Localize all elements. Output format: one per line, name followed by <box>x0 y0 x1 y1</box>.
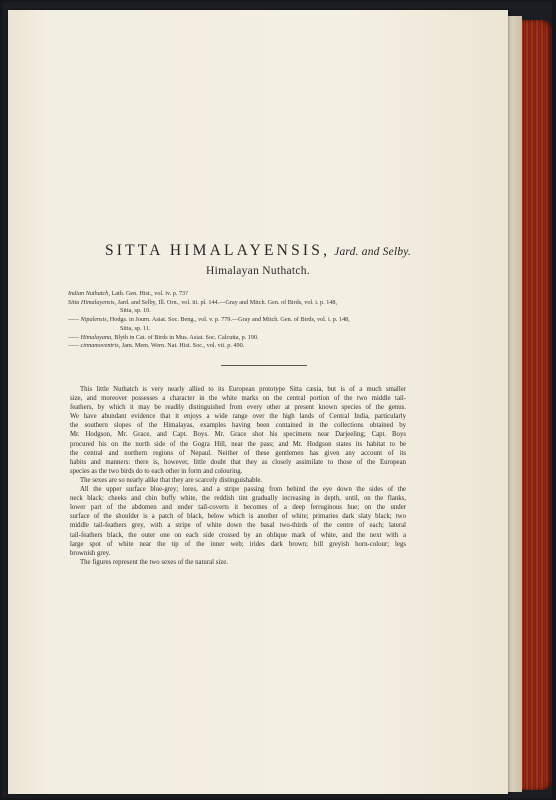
text-line: surface of the shoulder is a patch of black, below which is another of white; primaries dark slaty black; two <box>70 513 406 521</box>
synonym-name: Sitta Himalayensis, <box>68 298 117 306</box>
text-line: This little Nuthatch is very nearly allied to its European prototype Sitta cæsia, but is of a much smaller <box>80 386 406 393</box>
species-name: SITTA HIMALAYENSIS, <box>104 242 331 259</box>
page <box>8 10 508 794</box>
text-line: neck black; cheeks and chin buffy white, the reddish tint gradually increasing in depth, until, on the flanks, <box>70 495 406 503</box>
text-line: species as the two birds do to each other in form and colouring. <box>70 467 243 475</box>
species-authority: Jard. and Selby. <box>334 246 412 258</box>
synonym-name: —— Nipalensis, <box>68 316 109 324</box>
text-line: The sexes are so nearly alike that they are scarcely distinguishable. <box>80 476 263 484</box>
synonym-continuation: Sitta, sp. 10. <box>120 307 151 315</box>
text-line: brownish grey. <box>70 549 111 557</box>
synonym-continuation: Sitta, sp. 11. <box>120 324 151 332</box>
synonym-entry <box>68 342 508 351</box>
synonym-entry <box>68 334 508 343</box>
text-line: The figures represent the two sexes of the natural size. <box>80 558 228 566</box>
text-line: size, and moreover possesses a character in the white marks on the central portion of the two middle tail- <box>70 395 406 403</box>
text-line: All the upper surface blue-grey; lores, and a stripe passing from behind the eye down the sides of the <box>80 486 406 494</box>
book <box>2 2 552 798</box>
text-line: large spot of white near the tip of the inner web; irides dark brown; bill greyish horn-colour; legs <box>70 540 406 548</box>
text-line: lower part of the abdomen and under tail-coverts it becomes of a deep ferruginous hue; on the under <box>70 504 406 512</box>
text-line: the southern slopes of the Himalayas, examples having been contained in the collections obtained by <box>70 422 406 430</box>
synonym-reference: Hodgs. in Journ. Asiat. Soc. Beng., vol. v. p. 779.—Gray and Mitch. Gen. of Birds, vol. i. p. 148, <box>108 316 350 324</box>
text-line: the central and northern regions of Nepaul. Neither of these gentlemen has given any account of its <box>70 449 406 457</box>
synonym-reference: Jam. Mem. Wern. Nat. Hist. Soc., vol. vii. p. 490. <box>120 342 245 350</box>
synonym-entry <box>68 316 508 325</box>
species-title <box>8 242 508 260</box>
text-line: feathers, by which it may be readily distinguished from every other at present known species of the genus. <box>70 404 406 412</box>
divider-rule <box>221 365 307 366</box>
text-line: procured his on the north side of the Gogra Hill, near the pass; and Mr. Hodgson states its habitat to be <box>70 440 406 448</box>
text-line: habits and manners: there is, however, little doubt that they as closely assimilate to those of the European <box>70 458 406 466</box>
synonym-name: —— Himalayana, <box>68 333 113 341</box>
text-line: Mr. Hodgson, Mr. Grace, and Capt. Boys. Mr. Grace shot his specimens near Darjeeling; Capt. Boys <box>70 431 406 439</box>
synonym-reference: Blyth in Cat. of Birds in Mus. Asiat. Soc. Calcutta, p. 190. <box>112 333 259 341</box>
text-line: tail-feathers black, the outer one on each side crossed by an oblique mark of white, and the next with a <box>70 531 406 539</box>
synonym-name: Indian Nuthatch, <box>68 290 110 297</box>
synonym-entry <box>68 299 508 308</box>
common-name: Himalayan Nuthatch. <box>205 265 311 277</box>
synonym-name: —— cinnamoventris, <box>68 342 121 350</box>
synonym-entry <box>68 290 508 299</box>
synonym-reference: Lath. Gen. Hist., vol. iv. p. 73? <box>109 290 188 297</box>
text-line: We have abundant evidence that it enjoys a wide range over the high lands of Central India, particularly <box>70 413 406 421</box>
text-line: middle tail-feathers grey, with a stripe of white down the basal two-thirds of the centre of each; lateral <box>70 522 406 530</box>
synonym-reference: Jard. and Selby, Ill. Orn., vol. iii. pl. 144.—Gray and Mitch. Gen. of Birds, vol. i. p. 148, <box>116 298 338 306</box>
description-text <box>70 385 406 567</box>
synonymy-list <box>68 290 508 351</box>
